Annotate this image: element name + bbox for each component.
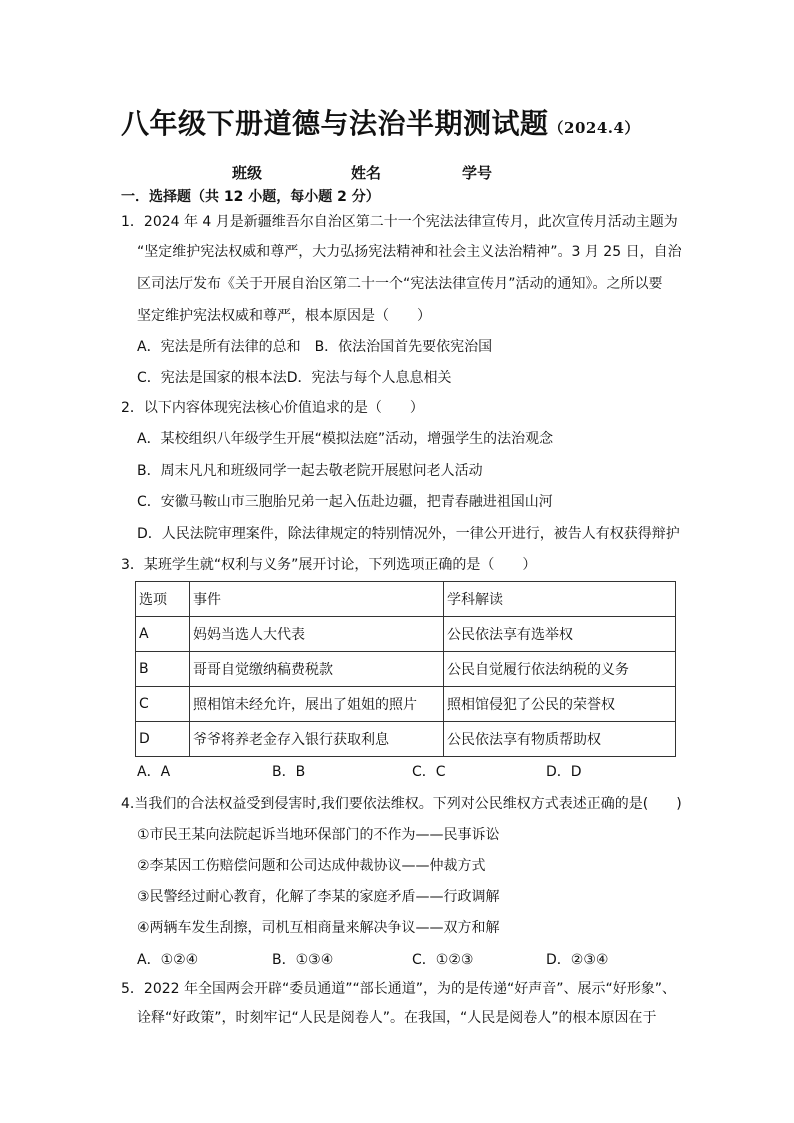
table-cell: 公民自觉履行依法纳税的义务 (444, 652, 676, 687)
q4-stem: 4.当我们的合法权益受到侵害时,我们要依法维权。下列对公民维权方式表述正确的是( ) (121, 796, 682, 812)
student-id-label: 学号 (462, 164, 493, 182)
q3-option-a: A．A (137, 764, 171, 780)
q3-table (135, 581, 676, 757)
table-row (136, 652, 676, 687)
table-cell: 哥哥自觉缴纳稿费税款 (190, 652, 444, 687)
q4-item-2: ②李某因工伤赔偿问题和公司达成仲裁协议——仲裁方式 (137, 858, 486, 874)
q4-item-3: ③民警经过耐心教育，化解了李某的家庭矛盾——行政调解 (137, 889, 500, 905)
q1-line-1: 1．2024 年 4 月是新疆维吾尔自治区第二十一个宪法法律宣传月，此次宣传月活动主题为 (121, 214, 678, 230)
name-label: 姓名 (351, 164, 382, 182)
q2-option-b: B．周末凡凡和班级同学一起去敬老院开展慰问老人活动 (137, 463, 483, 479)
table-cell: C (136, 687, 190, 722)
q4-item-1: ①市民王某向法院起诉当地环保部门的不作为——民事诉讼 (137, 827, 500, 843)
q4-option-a: A．①②④ (137, 952, 199, 968)
table-row (136, 722, 676, 757)
q2-stem: 2．以下内容体现宪法核心价值追求的是（ ） (121, 400, 424, 416)
table-cell: 妈妈当选人大代表 (190, 617, 444, 652)
q1-line-2: “坚定维护宪法权威和尊严，大力弘扬宪法精神和社会主义法治精神”。3 月 25 日，自治 (137, 244, 682, 260)
title-year: （2024.4） (548, 119, 640, 137)
table-cell: B (136, 652, 190, 687)
q4-option-d: D．②③④ (546, 952, 609, 968)
section-heading: 一．选择题（共 12 小题，每小题 2 分） (121, 189, 380, 205)
q1-option-ab: A．宪法是所有法律的总和 B．依法治国首先要依宪治国 (137, 339, 493, 355)
table-cell: 公民依法享有物质帮助权 (444, 722, 676, 757)
q1-line-3: 区司法厅发布《关于开展自治区第二十一个“宪法法律宣传月”活动的通知》。之所以要 (137, 276, 663, 292)
q2-option-c: C．安徽马鞍山市三胞胎兄弟一起入伍赴边疆，把青春融进祖国山河 (137, 494, 553, 510)
table-row (136, 617, 676, 652)
table-cell: A (136, 617, 190, 652)
table-header-cell: 事件 (190, 582, 444, 617)
table-cell: D (136, 722, 190, 757)
q4-option-b: B．①③④ (272, 952, 334, 968)
q4-item-4: ④两辆车发生刮擦，司机互相商量来解决争议——双方和解 (137, 920, 500, 936)
title-text: 八年级下册道德与法治半期测试题 (121, 107, 549, 140)
q1-line-4: 坚定维护宪法权威和尊严，根本原因是（ ） (137, 308, 431, 324)
table-header-cell: 学科解读 (444, 582, 676, 617)
table-cell: 爷爷将养老金存入银行获取利息 (190, 722, 444, 757)
q3-stem: 3．某班学生就“权利与义务”展开讨论，下列选项正确的是（ ） (121, 557, 537, 573)
table-header-cell: 选项 (136, 582, 190, 617)
q3-option-d: D．D (546, 764, 582, 780)
table-cell: 公民依法享有选举权 (444, 617, 676, 652)
q2-option-d: D．人民法院审理案件，除法律规定的特别情况外，一律公开进行，被告人有权获得辩护 (137, 526, 680, 542)
exam-title (121, 102, 640, 142)
q2-option-a: A．某校组织八年级学生开展“模拟法庭”活动，增强学生的法治观念 (137, 431, 554, 447)
q3-option-b: B．B (272, 764, 306, 780)
table-header-row (136, 582, 676, 617)
table-row (136, 687, 676, 722)
q5-line-2: 诠释“好政策”，时刻牢记“人民是阅卷人”。在我国，“人民是阅卷人”的根本原因在于 (137, 1010, 657, 1026)
table-cell: 照相馆未经允许，展出了姐姐的照片 (190, 687, 444, 722)
table-cell: 照相馆侵犯了公民的荣誉权 (444, 687, 676, 722)
q3-option-c: C．C (412, 764, 446, 780)
q4-option-c: C．①②③ (412, 952, 474, 968)
q5-line-1: 5．2022 年全国两会开辟“委员通道”“部长通道”，为的是传递“好声音”、展示“好形象”、 (121, 981, 677, 997)
q1-option-cd: C．宪法是国家的根本法D．宪法与每个人息息相关 (137, 370, 452, 386)
class-label: 班级 (232, 164, 263, 182)
